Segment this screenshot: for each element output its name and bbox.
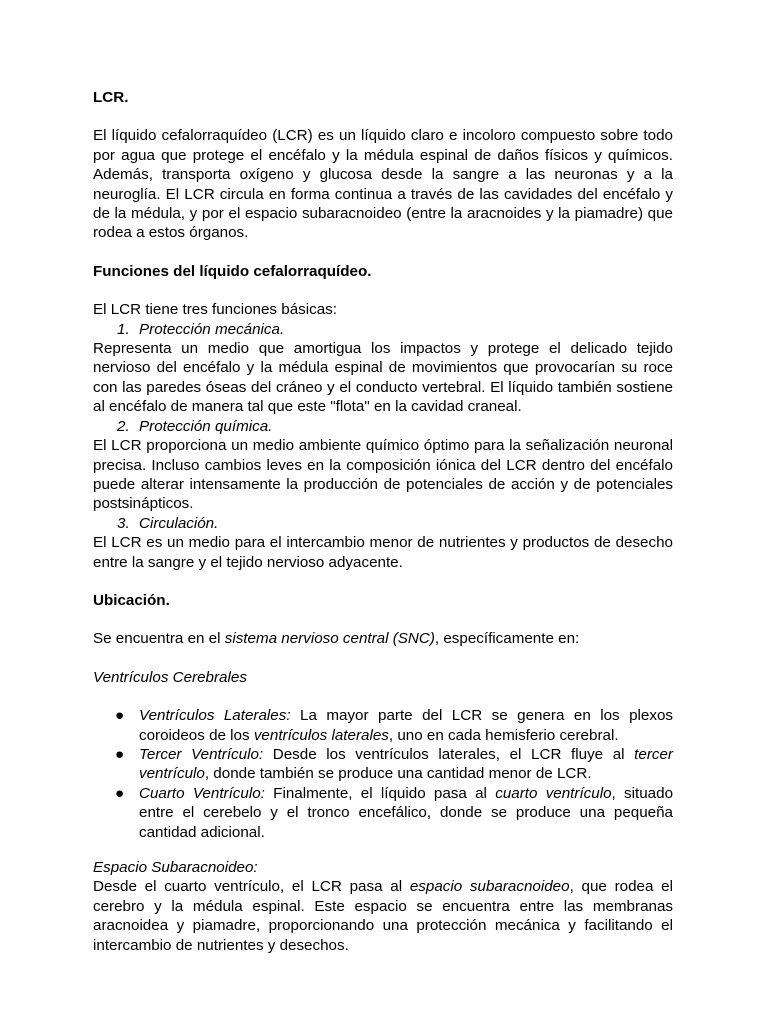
function-item-body: El LCR es un medio para el intercambio menor de nutrientes y productos de desecho entre la sangre y el tejido nervioso adyacente. [93, 534, 673, 571]
functions-heading: Funciones del líquido cefalorraquídeo. [93, 262, 372, 280]
ventricles-list [93, 706, 673, 842]
page-title: LCR. [93, 89, 129, 106]
bullet-icon: ● [115, 784, 125, 802]
list-item: ● Tercer Ventrículo: Desde los ventrículos laterales, el LCR fluye al tercer ventrículo, donde también se produce una cantidad menor de LCR. [115, 745, 673, 783]
location-heading: Ubicación. [93, 591, 170, 609]
list-item: ● Cuarto Ventrículo: Finalmente, el líquido pasa al cuarto ventrículo, situado entre el cerebelo y el tronco encefálico, donde se produce una pequeña cantidad adicional. [115, 784, 674, 841]
functions-lead: El LCR tiene tres funciones básicas: [93, 301, 337, 319]
function-item-title: 1. Protección mecánica. [117, 320, 285, 338]
function-item-body: Representa un medio que amortigua los impactos y protege el delicado tejido nervioso del encéfalo y la médula espinal de movimientos que provocarían su roce con las paredes óseas del cráneo y el conducto vertebral. El líquido también sostiene al encéfalo de manera tal que este "flota" en la cavidad craneal. [93, 340, 673, 416]
ventricles-heading: Ventrículos Cerebrales [93, 668, 247, 686]
function-item-title: 3. Circulación. [117, 514, 219, 532]
subarachnoid-paragraph: Desde el cuarto ventrículo, el LCR pasa al espacio subaracnoideo, que rodea el cerebro y la médula espinal. Este espacio se encuentra entre las membranas aracnoidea y piamadre, proporcionando una protección mecánica y facilitando el intercambio de nutrientes y desechos. [93, 878, 673, 954]
document-body [93, 88, 673, 955]
intro-paragraph: El líquido cefalorraquídeo (LCR) es un líquido claro e incoloro compuesto sobre todo por agua que protege el encéfalo y la médula espinal de daños físicos y químicos. Además, transporta oxígeno y glucosa desde la sangre a las neuronas y a la neuroglía. El LCR circula en forma continua a través de las cavidades del encéfalo y de la médula, y por el espacio subaracnoideo (entre la aracnoides y la piamadre) que rodea a estos órganos. [93, 127, 673, 242]
bullet-icon: ● [115, 745, 125, 763]
function-item-body: El LCR proporciona un medio ambiente químico óptimo para la señalización neuronal precisa. Incluso cambios leves en la composición iónica del LCR dentro del encéfalo puede alterar intensamente la producción de potenciales de acción y de potenciales postsinápticos. [93, 437, 673, 513]
subarachnoid-heading: Espacio Subaracnoideo: [93, 859, 258, 876]
function-item-title: 2. Protección química. [117, 417, 273, 435]
bullet-icon: ● [115, 707, 125, 725]
location-lead: Se encuentra en el sistema nervioso central (SNC), específicamente en: [93, 630, 580, 648]
list-item: ● Ventrículos Laterales: La mayor parte del LCR se genera en los plexos coroideos de los ventrículos laterales, uno en cada hemisferio cerebral. [115, 707, 673, 744]
